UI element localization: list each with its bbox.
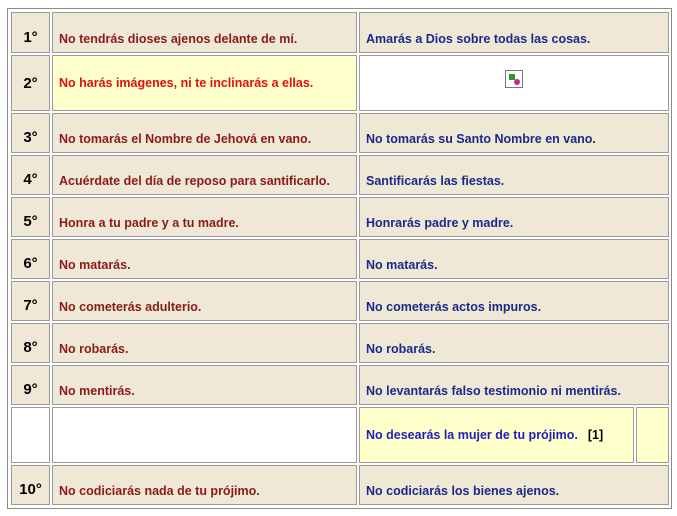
row-number: 6°: [11, 239, 50, 279]
right-commandment: No levantarás falso testimonio ni mentirás.: [359, 365, 669, 405]
right-commandment: No matarás.: [359, 239, 669, 279]
table-row: [8, 155, 671, 195]
table-row: [8, 323, 671, 363]
table-row: [8, 465, 671, 505]
row-number: 7°: [11, 281, 50, 321]
right-image-cell: [359, 55, 669, 111]
right-commandment: No robarás.: [359, 323, 669, 363]
row-number: 3°: [11, 113, 50, 153]
left-commandment: No harás imágenes, ni te inclinarás a ellas.: [52, 55, 357, 111]
right-commandment: No codiciarás los bienes ajenos.: [359, 465, 669, 505]
row-number: [11, 407, 50, 463]
broken-image-icon: [505, 70, 523, 88]
left-commandment: Honra a tu padre y a tu madre.: [52, 197, 357, 237]
table-row: [8, 113, 671, 153]
left-commandment: No matarás.: [52, 239, 357, 279]
table-row: [8, 12, 671, 53]
right-commandment: Honrarás padre y madre.: [359, 197, 669, 237]
left-commandment: No codiciarás nada de tu prójimo.: [52, 465, 357, 505]
side-empty-cell: [636, 407, 669, 463]
row-number: 4°: [11, 155, 50, 195]
footnote-reference: [1]: [587, 428, 604, 442]
commandments-table: [7, 8, 672, 509]
table-row: [8, 281, 671, 321]
left-commandment: No tendrás dioses ajenos delante de mí.: [52, 12, 357, 53]
table-row: [8, 239, 671, 279]
row-number: 8°: [11, 323, 50, 363]
table-row: [8, 407, 671, 463]
right-commandment: Amarás a Dios sobre todas las cosas.: [359, 12, 669, 53]
row-number: 9°: [11, 365, 50, 405]
table-row: [8, 197, 671, 237]
row-number: 10°: [11, 465, 50, 505]
left-commandment: Acuérdate del día de reposo para santificarlo.: [52, 155, 357, 195]
table-row: [8, 55, 671, 111]
left-commandment: No tomarás el Nombre de Jehová en vano.: [52, 113, 357, 153]
right-commandment: No tomarás su Santo Nombre en vano.: [359, 113, 669, 153]
left-commandment: No mentirás.: [52, 365, 357, 405]
table-row: [8, 365, 671, 405]
left-commandment: No cometerás adulterio.: [52, 281, 357, 321]
row-number: 5°: [11, 197, 50, 237]
left-commandment: No robarás.: [52, 323, 357, 363]
right-commandment: Santificarás las fiestas.: [359, 155, 669, 195]
row-number: 1°: [11, 12, 50, 53]
right-commandment: No cometerás actos impuros.: [359, 281, 669, 321]
right-commandment-text: No desearás la mujer de tu prójimo.: [366, 428, 578, 442]
row-number: 2°: [11, 55, 50, 111]
left-commandment: [52, 407, 357, 463]
right-commandment: [359, 407, 634, 463]
